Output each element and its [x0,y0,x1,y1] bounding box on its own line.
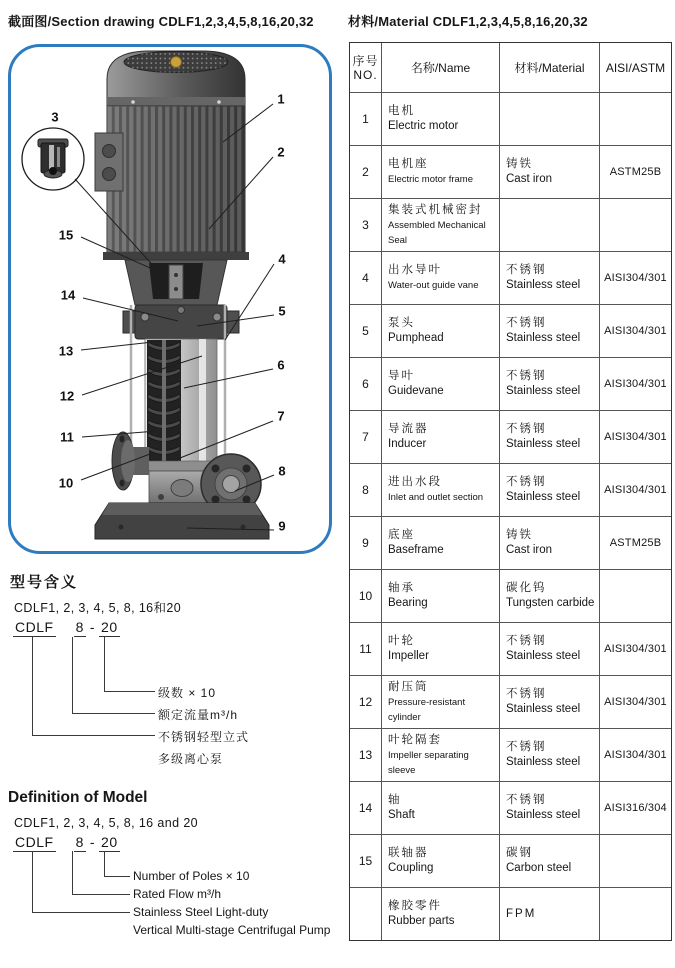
model-en-series: CDLF1, 2, 3, 4, 5, 8, 16 and 20 [14,816,199,830]
cell-material: 不锈钢 Stainless steel [499,728,599,781]
cell-name: 导流器 Inducer [381,410,499,463]
cell-standard: AISI304/301 [599,728,671,781]
tree-line [72,851,73,894]
cell-standard: AISI304/301 [599,357,671,410]
cell-standard: AISI304/301 [599,675,671,728]
seal-detail-inset [22,128,84,190]
cell-standard: AISI304/301 [599,304,671,357]
cell-standard [599,887,671,940]
tree-line [32,851,33,912]
header-standard: AISI/ASTM [599,43,671,92]
cell-no: 4 [350,251,381,304]
cell-name: 联轴器 Coupling [381,834,499,887]
cell-standard: AISI304/301 [599,410,671,463]
motor-stool [103,252,249,305]
cell-material: 铸铁 Cast iron [499,145,599,198]
table-row [350,145,671,198]
cell-no: 9 [350,516,381,569]
code-stages: 20 [101,834,118,850]
cell-no: 15 [350,834,381,887]
model-en-heading: Definition of Model [8,789,148,806]
cell-name: 集装式机械密封 Assembled Mechanical Seal [381,198,499,251]
model-cn-code [13,619,120,637]
section-drawing-panel [8,44,332,554]
cell-no: 1 [350,92,381,145]
materials-table [349,42,672,941]
callout-6: 6 [277,357,285,373]
cell-name: 进出水段 Inlet and outlet section [381,463,499,516]
cell-name: 泵头 Pumphead [381,304,499,357]
table-row [350,728,671,781]
callout-15: 15 [58,227,74,243]
cell-name: 叶轮 Impeller [381,622,499,675]
cell-no: 12 [350,675,381,728]
cell-standard [599,92,671,145]
code-brand: CDLF [15,619,54,635]
label-type2: Vertical Multi-stage Centrifugal Pump [133,923,331,937]
cell-name: 耐压筒 Pressure-resistant cylinder [381,675,499,728]
callout-12: 12 [59,388,75,404]
table-row [350,622,671,675]
cell-no: 6 [350,357,381,410]
label-type1: Stainless Steel Light-duty [133,905,269,919]
cell-standard: AISI304/301 [599,622,671,675]
cell-material [499,92,599,145]
callout-9: 9 [278,518,286,534]
tree-line [72,894,130,895]
table-row [350,781,671,834]
base-frame [95,503,269,539]
material-title: 材料/Material CDLF1,2,3,4,5,8,16,20,32 [348,14,588,29]
cell-material: 不锈钢 Stainless steel [499,622,599,675]
cell-name: 导叶 Guidevane [381,357,499,410]
code-flow: 8 [75,619,84,635]
callout-8: 8 [278,463,286,479]
tree-line [32,735,155,736]
cell-material: 碳化钨 Tungsten carbide [499,569,599,622]
materials-table-header [350,43,671,92]
cell-name: 电机座 Electric motor frame [381,145,499,198]
table-row [350,834,671,887]
model-cn-heading: 型号含义 [10,574,79,591]
tree-line [32,912,130,913]
cell-material: 不锈钢 Stainless steel [499,357,599,410]
pump-column [141,339,221,471]
cell-standard: AISI304/301 [599,251,671,304]
cell-no: 14 [350,781,381,834]
cell-no: 13 [350,728,381,781]
cell-name: 轴承 Bearing [381,569,499,622]
table-row [350,569,671,622]
header-no: 序号 NO. [352,53,379,82]
motor-body [107,106,245,252]
table-row [350,675,671,728]
tree-line [104,637,105,691]
table-row [350,251,671,304]
cell-no: 2 [350,145,381,198]
code-brand: CDLF [15,834,54,850]
table-row [350,198,671,251]
model-en-code [13,834,120,852]
cell-material: FPM [499,887,599,940]
section-drawing-title: 截面图/Section drawing CDLF1,2,3,4,5,8,16,20,32 [8,14,314,29]
cell-no: 8 [350,463,381,516]
cell-name: 橡胶零件 Rubber parts [381,887,499,940]
label-flow: 额定流量m³/h [158,708,239,722]
cell-material: 不锈钢 Stainless steel [499,304,599,357]
tree-line [104,876,130,877]
cell-no: 3 [350,198,381,251]
callout-7: 7 [277,408,285,424]
tree-line [32,637,33,735]
cell-material: 不锈钢 Stainless steel [499,675,599,728]
cell-standard: AISI304/301 [599,463,671,516]
label-flow: Rated Flow m³/h [133,887,222,901]
tree-line [104,851,105,876]
cell-material: 不锈钢 Stainless steel [499,463,599,516]
cell-material: 碳钢 Carbon steel [499,834,599,887]
code-stages: 20 [101,619,118,635]
header-material: 材料/Material [499,43,599,92]
cell-no: 11 [350,622,381,675]
cell-name: 出水导叶 Water-out guide vane [381,251,499,304]
callout-13: 13 [58,343,74,359]
cell-no: 5 [350,304,381,357]
cell-standard: ASTM25B [599,145,671,198]
callout-10: 10 [58,475,74,491]
callout-14: 14 [60,287,76,303]
table-row [350,463,671,516]
cell-material: 不锈钢 Stainless steel [499,410,599,463]
label-stages: 级数 × 10 [158,686,217,700]
code-flow: 8 [75,834,84,850]
label-type2: 多级离心泵 [158,752,224,766]
cell-material [499,198,599,251]
cell-material: 铸铁 Cast iron [499,516,599,569]
table-row [350,887,671,940]
label-stages: Number of Poles × 10 [133,869,250,883]
cell-material: 不锈钢 Stainless steel [499,781,599,834]
cell-name: 轴 Shaft [381,781,499,834]
callout-2: 2 [277,144,285,160]
cell-standard: ASTM25B [599,516,671,569]
cell-standard [599,569,671,622]
table-row [350,357,671,410]
table-row [350,410,671,463]
label-type1: 不锈钢轻型立式 [158,730,250,744]
cell-material: 不锈钢 Stainless steel [499,251,599,304]
callout-1: 1 [277,91,285,107]
table-row [350,304,671,357]
cell-standard: AISI316/304 [599,781,671,834]
cell-no: 7 [350,410,381,463]
callout-5: 5 [278,303,286,319]
callout-4: 4 [278,251,286,267]
code-dash: - [89,834,96,850]
cell-standard [599,198,671,251]
callout-3: 3 [51,109,59,125]
cell-no: 10 [350,569,381,622]
code-dash: - [89,619,96,635]
motor-terminal-box [95,133,123,191]
cell-no [350,887,381,940]
tree-line [72,713,155,714]
callout-11: 11 [60,429,74,445]
cell-standard [599,834,671,887]
tree-line [72,637,73,713]
cell-name: 叶轮隔套 Impeller separating sleeve [381,728,499,781]
table-row [350,516,671,569]
header-name: 名称/Name [381,43,499,92]
tree-line [104,691,155,692]
cell-name: 底座 Baseframe [381,516,499,569]
table-row [350,92,671,145]
cell-name: 电机 Electric motor [381,92,499,145]
model-cn-series: CDLF1, 2, 3, 4, 5, 8, 16和20 [14,601,182,615]
motor-top-cap [107,51,245,106]
